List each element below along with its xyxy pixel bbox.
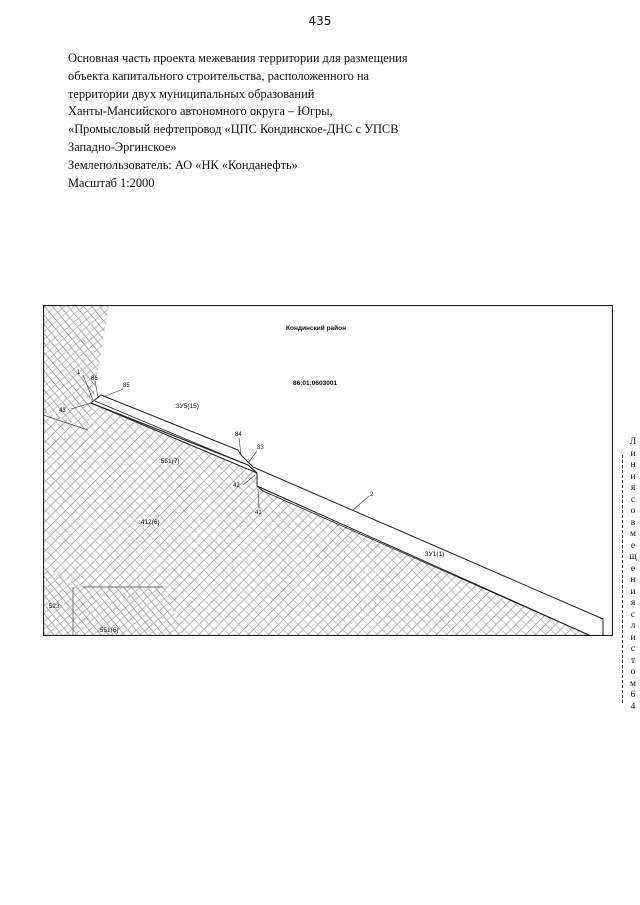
- leader-line: [103, 389, 123, 397]
- point-label-43: 43: [59, 408, 66, 414]
- point-label-86: 86: [91, 376, 98, 382]
- sheet-join-line: [622, 455, 623, 703]
- side-note-char: е: [630, 563, 636, 574]
- leader-line: [95, 381, 98, 397]
- cadastral-quarter-label: 86:01:0603001: [293, 380, 338, 387]
- side-note-char: т: [630, 655, 636, 666]
- point-label-84: 84: [235, 432, 242, 438]
- side-note-char: о: [630, 506, 636, 516]
- header-line: Западно-Эргинское»: [68, 139, 177, 154]
- page-number: 435: [308, 14, 332, 28]
- document-header: [68, 50, 488, 192]
- side-note-char: 6: [630, 690, 636, 700]
- leader-line: [353, 496, 369, 510]
- header-line: Ханты-Мансийского автономного округа – Югры,: [68, 104, 333, 119]
- side-note-char: н: [630, 460, 636, 470]
- side-note-char: 4: [630, 701, 636, 712]
- sheet-join-note-vertical: [627, 437, 639, 713]
- side-note-char: Л: [629, 437, 637, 447]
- side-note-char: м: [629, 678, 636, 689]
- side-note-char: л: [630, 621, 636, 631]
- parcel-label-412-6: :412(6): [139, 519, 160, 526]
- side-note-char: и: [630, 471, 636, 482]
- parcel-label-523: :523: [47, 603, 60, 610]
- side-note-char: и: [630, 586, 636, 597]
- side-note-char: в: [630, 517, 636, 528]
- land-user-line: Землепользователь: АО «НК «Конданефть»: [68, 157, 298, 172]
- parcel-label-zu1: :ЗУ1(1): [423, 551, 445, 558]
- sheet-join-note: [627, 437, 639, 713]
- side-note-char: с: [630, 644, 636, 654]
- header-line: «Промысловый нефтепровод «ЦПС Кондинское-ДНС с УПСВ: [68, 122, 399, 137]
- side-note-char: и: [630, 448, 636, 459]
- cadastral-map: [43, 305, 613, 636]
- side-note-char: о: [630, 667, 636, 677]
- point-label-85: 85: [123, 383, 130, 389]
- scale-line: Масштаб 1:2000: [68, 175, 155, 190]
- side-note-char: с: [630, 609, 636, 620]
- side-note-char: н: [630, 575, 636, 585]
- parcel-label-zu5: :ЗУ5(15): [174, 403, 199, 410]
- point-label-41: 41: [255, 510, 262, 516]
- header-line: объекта капитального строительства, расположенного на: [68, 68, 370, 83]
- side-note-char: и: [630, 632, 636, 643]
- point-label-83: 83: [257, 445, 264, 451]
- header-line: территории двух муниципальных образований: [68, 86, 315, 101]
- side-note-char: с: [630, 494, 636, 505]
- side-note-char: я: [630, 598, 636, 608]
- point-label-2: 2: [370, 492, 374, 498]
- side-note-char: м: [629, 529, 636, 539]
- leader-line: [248, 451, 257, 463]
- point-label-1: 1: [77, 370, 81, 376]
- parcel-label-551-7: :551(7): [159, 458, 180, 465]
- side-note-char: е: [630, 540, 636, 551]
- parcel-label-551-6: :551(6): [98, 627, 119, 634]
- side-note-char: я: [630, 483, 636, 493]
- district-label: Кондинский район: [286, 325, 347, 332]
- point-label-42: 42: [233, 483, 240, 489]
- header-line: Основная часть проекта межевания территории для размещения: [68, 51, 408, 65]
- side-note-char: щ: [629, 552, 637, 562]
